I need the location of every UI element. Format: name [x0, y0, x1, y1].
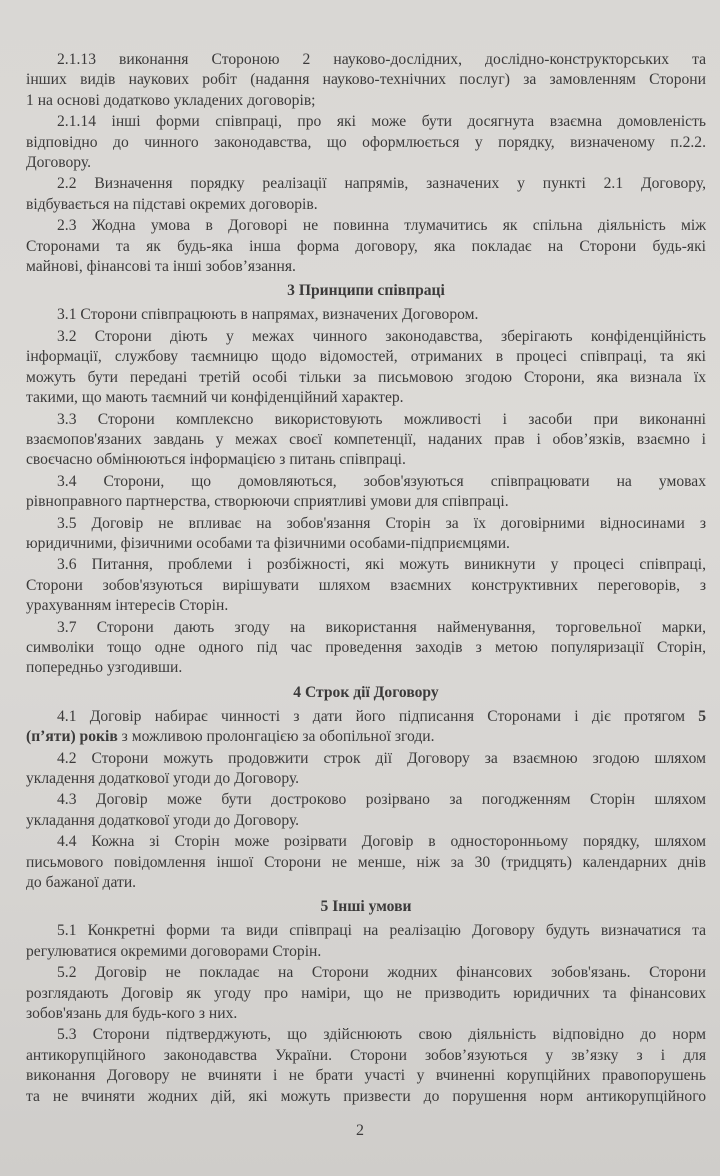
text-line: 5.3 Сторони підтверджують, що здійснюють свою діяльність відповідно до норм [57, 1026, 706, 1044]
text-line: 1 на основі додатково укладених договорів; [26, 91, 316, 109]
text-line: 4.2 Сторони можуть продовжити строк дії Договору за взаємною згодою шляхом [57, 749, 706, 767]
text-line: 3.4 Сторони, що домовляються, зобов'язуються співпрацювати на умовах [57, 472, 706, 490]
paragraph [26, 555, 706, 616]
text-line: Сторони зобов'язуються вирішувати шляхом взаємних конструктивних переговорів, з [26, 576, 706, 594]
paragraph [26, 472, 706, 513]
text-line [26, 727, 706, 747]
text-line: юридичними, фізичними особами та фізичними особами-підприємцями. [26, 534, 510, 552]
text-line: виконання Договору не вчиняти і не брати участі у вчиненні корупційних правопорушень [26, 1067, 706, 1085]
section [26, 682, 706, 894]
section-heading: 4 Строк дії Договору [293, 683, 439, 701]
text-line: символіки тощо одне одного під час проведення заходів з метою популяризації Сторін, [26, 638, 706, 656]
text-line: регулюватися окремими договорами Сторін. [26, 942, 322, 960]
text-line: урахуванням інтересів Сторін. [26, 597, 229, 615]
text-segment: 4.1 Договір набирає чинності з дати його підписання Сторонами і діє протягом [57, 707, 699, 725]
paragraph [26, 112, 706, 173]
text-line: 2.2 Визначення порядку реалізації напрямів, зазначених у пункті 2.1 Договору, [57, 175, 706, 193]
section [26, 896, 706, 1107]
text-line: 3.1 Сторони співпрацюють в напрямах, визначених Договором. [57, 306, 479, 324]
section [26, 280, 706, 678]
text-line: укладання додаткової угоди до Договору. [26, 811, 300, 829]
paragraph [26, 707, 706, 748]
bold-text: 5 [698, 707, 706, 725]
text-line: 2.1.13 виконання Стороною 2 науково-дослідних, дослідно-конструкторських та [57, 51, 706, 68]
text-line: та не вчиняти жодних дій, які можуть призвести до порушення норм антикорупційного [26, 1087, 706, 1105]
paragraph [26, 327, 706, 409]
text-line: відбувається на підставі окремих договорів. [26, 195, 318, 213]
text-line: такими, що мають таємний чи конфіденційний характер. [26, 389, 404, 407]
section-heading: 5 Інші умови [320, 898, 412, 916]
text-line: 3.3 Сторони комплексно використовують можливості і засоби при виконанні [57, 410, 706, 428]
paragraph [26, 790, 706, 831]
paragraph [26, 216, 706, 277]
bold-text: (п’яти) років [26, 728, 118, 746]
text-line: 2.3 Жодна умова в Договорі не повинна тлумачитись як спільна діяльність між [57, 217, 706, 235]
paragraph [26, 963, 706, 1024]
paragraph [26, 618, 706, 679]
text-line: інформації, службову таємницю щодо відомостей, отриманих в процесі співпраці, та які [26, 348, 706, 366]
text-line: 3.2 Сторони діють у межах чинного законодавства, зберігають конфіденційність [57, 327, 706, 345]
text-line: 4.4 Кожна зі Сторін може розірвати Договір в односторонньому порядку, шляхом [57, 833, 706, 851]
paragraph [26, 921, 706, 962]
text-line: Сторонами та як будь-яка інша форма договору, яка покладає на Сторони будь-які [26, 237, 706, 255]
text-line: інших видів наукових робіт (надання науково-технічних послуг) за замовленням Сторони [26, 71, 706, 89]
document-page [26, 0, 706, 1107]
page-number: 2 [356, 1122, 364, 1140]
text-line: попередньо узгодивши. [26, 659, 183, 677]
section [26, 50, 706, 277]
text-line: до бажаної дати. [26, 874, 137, 892]
paragraph [26, 50, 706, 111]
paragraph [26, 305, 706, 325]
text-line: зобов'язань для будь-кого з них. [26, 1005, 238, 1023]
text-line: розглядають Договір як угоду про наміри, що не призводить юридичних та фінансових [26, 984, 706, 1002]
text-line: антикорупційного законодавства України. Сторони зобов’язуються у зв’язку з і для [26, 1046, 706, 1064]
text-line: 5.1 Конкретні форми та види співпраці на реалізацію Договору будуть визначатися та [57, 922, 706, 940]
text-line: Договору. [26, 154, 92, 172]
text-line: 2.1.14 інші форми співпраці, про які може бути досягнута взаємна домовленість [57, 113, 706, 131]
text-line: письмового повідомлення іншої Сторони не менше, ніж за 30 (тридцять) календарних днів [26, 853, 706, 871]
text-line: майнові, фінансові та інші зобов’язання. [26, 258, 296, 276]
section-heading: 3 Принципи співпраці [287, 282, 445, 300]
text-line: рівноправного партнерства, створюючи сприятливі умови для співпраці. [26, 493, 509, 511]
text-line: 5.2 Договір не покладає на Сторони жодних фінансових зобов'язань. Сторони [57, 964, 706, 982]
text-line: можуть бути передані третій особі тільки за письмовою згодою Сторони, яка визнала їх [26, 368, 706, 386]
paragraph [26, 174, 706, 215]
paragraph [26, 832, 706, 893]
text-segment: з можливою пролонгацією за обопільної згоди. [117, 728, 435, 746]
text-line: відповідно до чинного законодавства, що оформлюється у порядку, визначеному п.2.2. [26, 133, 706, 151]
text-line: 3.5 Договір не впливає на зобов'язання Сторін за їх договірними відносинами з [57, 514, 706, 532]
paragraph [26, 1025, 706, 1107]
text-line: своєчасно обмінюються інформацією з питань співпраці. [26, 451, 406, 469]
text-line: 3.6 Питання, проблеми і розбіжності, які можуть виникнути у процесі співпраці, [57, 556, 706, 574]
paragraph [26, 749, 706, 790]
text-line: 4.3 Договір може бути достроково розірвано за погодженням Сторін шляхом [57, 791, 706, 809]
text-line [26, 707, 706, 727]
text-line: 3.7 Сторони дають згоду на використання найменування, торговельної марки, [57, 618, 706, 636]
paragraph [26, 410, 706, 471]
paragraph [26, 514, 706, 555]
text-line: укладення додаткової угоди до Договору. [26, 770, 300, 787]
text-line: взаємопов'язаних завдань у межах своєї компетенції, наданих прав і обов’язків, взаємно і [26, 430, 706, 448]
